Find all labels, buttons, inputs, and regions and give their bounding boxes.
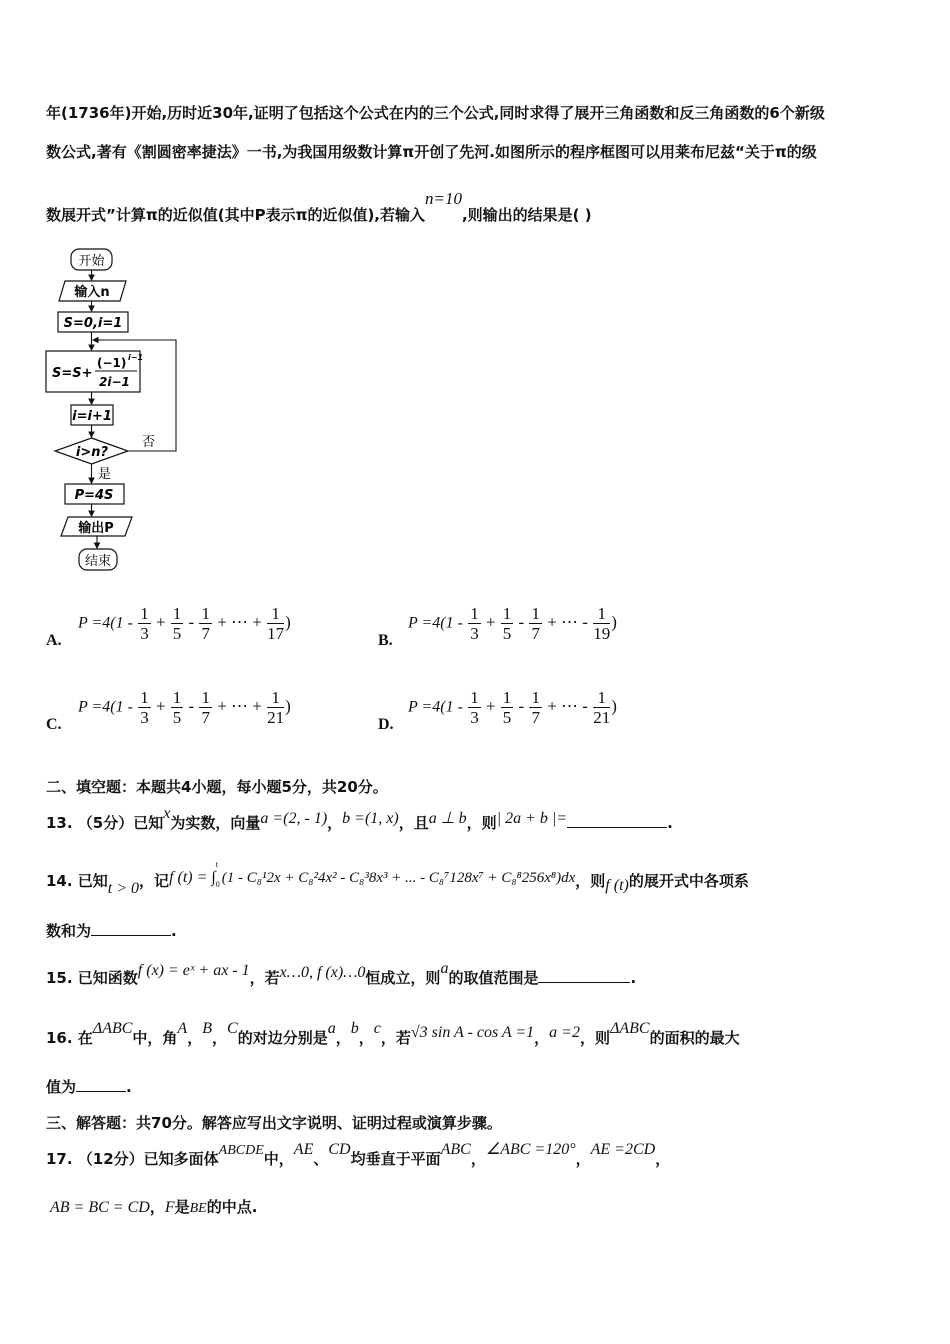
option-d-frac-3: $\frac{1}{7}$ [531, 688, 540, 727]
q16-text-5: ，则 [579, 1029, 610, 1047]
q17-cd: CD [328, 1141, 351, 1158]
q14-integrand: (1 - C₈¹2x + C₈²4x² - C₈³8x³ + ... - C₈⁷128x⁷ + C₈⁸256x⁸)dx [221, 870, 576, 886]
option-d-formula: P =4(1 - $\frac{1}{3}$ + $\frac{1}{5}$ - $\frac{1}{7}$ + ⋯ - $\frac{1}{21}$ ) [408, 688, 617, 727]
q15-text-3: 恒成立，则 [365, 969, 441, 987]
option-b-frac-last: $\frac{1}{19}$ [593, 604, 611, 643]
flowchart-svg [40, 240, 200, 580]
flow-end-label: 结束 [84, 554, 112, 569]
q16-angle-b: B [202, 1020, 212, 1037]
q13-vector-b: b =(1, x) [342, 810, 399, 827]
q14-integral-sign: f (t) = ∫ [169, 869, 216, 886]
option-d-frac-1: $\frac{1}{3}$ [470, 688, 479, 727]
option-c-frac-2: $\frac{1}{5}$ [172, 688, 182, 727]
q15-answer-blank[interactable] [538, 968, 630, 983]
option-b-formula: P =4(1 - $\frac{1}{3}$ + $\frac{1}{5}$ - $\frac{1}{7}$ + ⋯ - $\frac{1}{19}$ ) [408, 604, 617, 643]
option-b-letter: B. [378, 632, 393, 649]
q14-ft: f (t) [605, 877, 629, 894]
q16-angle-a: A [177, 1020, 188, 1037]
option-c-letter: C. [46, 716, 62, 733]
option-b-frac-2: $\frac{1}{5}$ [502, 604, 512, 643]
q16-text-4: ，若 [380, 1029, 411, 1047]
q17-segment-be: BE [189, 1201, 207, 1216]
option-a-frac-2: $\frac{1}{5}$ [172, 604, 182, 643]
q17-text-2: 中， [263, 1150, 294, 1168]
flow-update-lhs: S=S+ [52, 366, 93, 381]
intro-line-3-text: 数展开式”计算π的近似值(其中P表示π的近似值),若输入 [46, 206, 425, 224]
flowchart [40, 240, 200, 580]
intro-line-1: 年(1736年)开始,历时近30年,证明了包括这个公式在内的三个公式,同时求得了展开三角函数和反三角函数的6个新级 [46, 104, 825, 122]
q16-side-b: b [350, 1020, 359, 1037]
flow-no-label: 否 [142, 435, 156, 450]
flow-increment-label: i=i+1 [72, 409, 112, 424]
question-17-line-2: AB = BC = CD，F是BE的中点. [50, 1198, 258, 1216]
option-a-frac-1: $\frac{1}{3}$ [140, 604, 149, 643]
q17-ae: AE [293, 1141, 314, 1158]
question-13: 13. （5分）已知x为实数，向量a =(2, - 1)，b =(1, x)，且a ⊥ b，则| 2a + b |= . [46, 805, 673, 832]
q15-a: a [440, 960, 449, 977]
option-a-prefix: P =4(1 - [78, 614, 133, 632]
q14-text-3: ，则 [575, 872, 606, 890]
option-c-frac-3: $\frac{1}{7}$ [201, 688, 210, 727]
option-a-frac-last: $\frac{1}{17}$ [267, 604, 285, 643]
q15-text-1: 15. 已知函数 [46, 969, 138, 987]
question-17: 17. （12分）已知多面体ABCDE中，AE、CD均垂直于平面ABC，∠ABC =120°，AE =2CD， [46, 1141, 671, 1168]
flow-condition-label: i>n? [75, 445, 109, 460]
q13-x: x [163, 805, 171, 822]
q13-vector-a: a =(2, - 1) [260, 810, 328, 827]
q14-text-1: 14. 已知 [46, 872, 108, 890]
q17-plane: ABC [440, 1141, 471, 1158]
flow-assign-label: P=4S [74, 488, 114, 503]
q14-condition: t > 0 [107, 880, 140, 897]
option-c-frac-last: $\frac{1}{21}$ [267, 688, 285, 727]
flow-update-exp: i−1 [128, 353, 144, 362]
option-c-formula: P =4(1 - $\frac{1}{3}$ + $\frac{1}{5}$ - $\frac{1}{7}$ + ⋯ + $\frac{1}{21}$ ) [78, 688, 291, 727]
q17-line-2-text-2: 的中点. [206, 1198, 258, 1216]
q16-triangle: ΔABC [92, 1020, 133, 1037]
q17-equality: AB = BC = CD [50, 1199, 150, 1216]
q14-answer-blank[interactable] [91, 921, 171, 936]
q16-answer-blank[interactable] [76, 1077, 126, 1092]
option-a-letter: A. [46, 632, 62, 649]
q16-side-a: a [327, 1020, 336, 1037]
q15-text-2: ，若 [249, 969, 280, 987]
q13-expression: | 2a + b |= [496, 810, 568, 827]
option-a-frac-3: $\frac{1}{7}$ [201, 604, 210, 643]
question-15: 15. 已知函数f (x) = eˣ + ax - 1，若x…0, f (x)…0恒成立，则a的取值范围是 . [46, 960, 637, 987]
section-3-heading: 三、解答题：共70分。解答应写出文字说明、证明过程或演算步骤。 [46, 1114, 502, 1132]
flow-input-label: 输入n [74, 285, 110, 300]
question-14-line-2: 数和为 . [46, 922, 177, 940]
q13-text-2: 为实数，向量 [170, 814, 261, 832]
q15-function: f (x) = eˣ + ax - 1 [137, 962, 250, 979]
q16-text-6: 的面积的最大 [649, 1029, 740, 1047]
section-2-heading: 二、填空题：本题共4小题，每小题5分，共20分。 [46, 778, 388, 796]
q16-text-2: 中，角 [132, 1029, 178, 1047]
flow-output-label: 输出P [78, 521, 114, 536]
q13-text-1: 13. （5分）已知 [46, 814, 164, 832]
question-16: 16. 在ΔABC中，角A，B，C的对边分别是a，b，c，若√3 sin A - cos A =1，a =2，则ΔABC的面积的最大 [46, 1020, 740, 1047]
q17-text-3: 均垂直于平面 [350, 1150, 441, 1168]
option-d-frac-last: $\frac{1}{21}$ [593, 688, 611, 727]
q13-answer-blank[interactable] [567, 813, 667, 828]
q17-polyhedron: ABCDE [218, 1143, 264, 1158]
q15-text-4: 的取值范围是 [448, 969, 539, 987]
option-c-frac-1: $\frac{1}{3}$ [140, 688, 149, 727]
q16-text-1: 16. 在 [46, 1029, 93, 1047]
q16-triangle-2: ΔABC [609, 1020, 650, 1037]
intro-line-3 [46, 189, 592, 225]
q13-perp: a ⊥ b [428, 810, 467, 827]
option-d-prefix: P =4(1 - [408, 698, 463, 716]
question-14 [46, 860, 749, 897]
q13-text-4: ，则 [466, 814, 497, 832]
flow-update-den: 2i−1 [99, 375, 130, 389]
q15-condition: x…0, f (x)…0 [279, 964, 366, 981]
q17-text-1: 17. （12分）已知多面体 [46, 1150, 219, 1168]
flow-yes-label: 是 [98, 467, 112, 482]
option-c-prefix: P =4(1 - [78, 698, 133, 716]
q14-text-2: ，记 [139, 872, 170, 890]
q17-line-2-text-1: 是 [174, 1198, 190, 1216]
q17-relation: AE =2CD [590, 1141, 656, 1158]
option-b-prefix: P =4(1 - [408, 614, 463, 632]
q14-line-2-text: 数和为 [46, 922, 92, 940]
input-n-value: n=10 [425, 189, 462, 208]
question-16-line-2: 值为 . [46, 1078, 132, 1096]
intro-line-2: 数公式,著有《割圆密率捷法》一书,为我国用级数计算π开创了先河.如图所示的程序框图可以用莱布尼兹“关于π的级 [46, 143, 817, 161]
q14-lower-limit: 0 [215, 880, 220, 889]
option-a-formula: P =4(1 - $\frac{1}{3}$ + $\frac{1}{5}$ - $\frac{1}{7}$ + ⋯ + $\frac{1}{17}$ ) [78, 604, 291, 643]
flow-update-num: (−1) [97, 356, 127, 370]
q14-upper-limit: t [215, 860, 219, 869]
q17-angle: ∠ABC =120° [485, 1141, 576, 1158]
q16-side-c: c [373, 1020, 381, 1037]
option-b-frac-3: $\frac{1}{7}$ [531, 604, 540, 643]
q16-angle-c: C [227, 1020, 238, 1037]
q16-line-2-text: 值为 [46, 1078, 77, 1096]
option-b-frac-1: $\frac{1}{3}$ [470, 604, 479, 643]
flow-start-label: 开始 [78, 254, 105, 269]
q13-text-3: ，且 [398, 814, 429, 832]
q16-equation: √3 sin A - cos A =1 [410, 1024, 535, 1041]
option-d-frac-2: $\frac{1}{5}$ [502, 688, 512, 727]
q17-point-f: F [164, 1199, 175, 1216]
flow-init-label: S=0,i=1 [63, 316, 123, 331]
q14-text-4: 的展开式中各项系 [628, 872, 749, 890]
intro-line-3-tail: ,则输出的结果是( ) [461, 206, 592, 224]
q16-a-value: a =2 [549, 1024, 580, 1041]
q16-text-3: 的对边分别是 [237, 1029, 328, 1047]
option-d-letter: D. [378, 716, 394, 733]
